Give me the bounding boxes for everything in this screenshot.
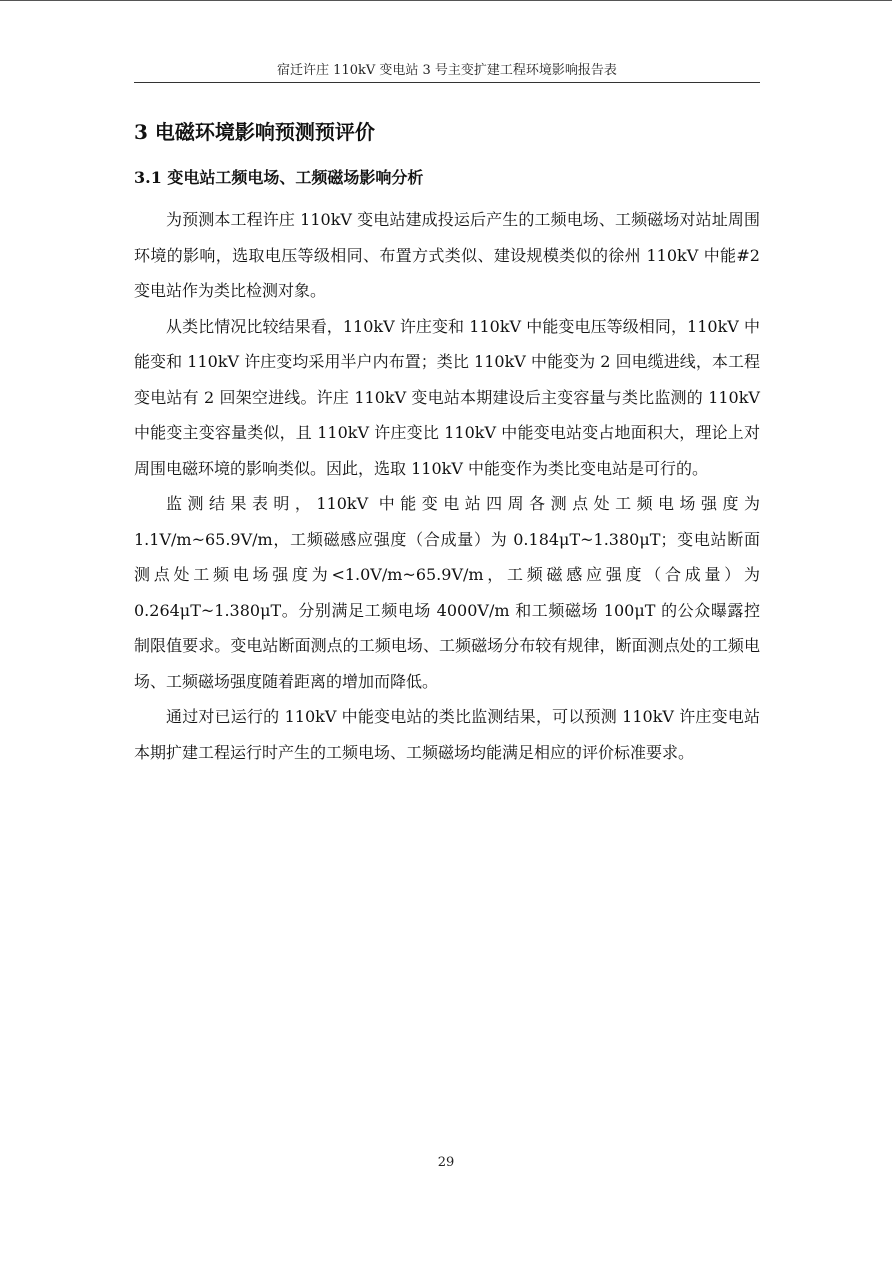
body-text — [134, 202, 760, 770]
paragraph-conclusion: 通过对已运行的 110kV 中能变电站的类比监测结果，可以预测 110kV 许庄变电站本期扩建工程运行时产生的工频电场、工频磁场均能满足相应的评价标准要求。 — [134, 707, 760, 762]
page-top-border — [0, 0, 892, 1]
section-title: 3 电磁环境影响预测预评价 — [134, 120, 375, 144]
paragraph-analogy-selection: 为预测本工程许庄 110kV 变电站建成投运后产生的工频电场、工频磁场对站址周围环境的影响，选取电压等级相同、布置方式类似、建设规模类似的徐州 110kV 中能#2 变电站作为类比检测对象。 — [134, 210, 760, 300]
paragraph-comparison-results: 从类比情况比较结果看，110kV 许庄变和 110kV 中能变电压等级相同，110kV 中能变和 110kV 许庄变均采用半户内布置；类比 110kV 中能变为 2 回电缆进线，本工程变电站有 2 回架空进线。许庄 110kV 变电站本期建设后主变容量与类比监测的 110kV 中能变主变容量类似，且 110kV 许庄变比 110kV 中能变电站变占地面积大，理论上对周围电磁环境的影响类似。因此，选取 110kV 中能变作为类比变电站是可行的。 — [134, 316, 760, 478]
paragraph-monitoring-results: 监测结果表明，110kV 中能变电站四周各测点处工频电场强度为 1.1V/m~65.9V/m，工频磁感应强度（合成量）为 0.184μT~1.380μT；变电站断面测点处工频电场强度为<1.0V/m~65.9V/m，工频磁感应强度（合成量）为 0.264μT~1.380μT。分别满足工频电场 4000V/m 和工频磁场 100μT 的公众曝露控制限值要求。变电站断面测点的工频电场、工频磁场分布较有规律，断面测点处的工频电场、工频磁场强度随着距离的增加而降低。 — [134, 494, 760, 691]
running-header: 宿迁许庄 110kV 变电站 3 号主变扩建工程环境影响报告表 — [277, 63, 617, 78]
page-number: 29 — [437, 1155, 455, 1170]
subsection-title: 3.1 变电站工频电场、工频磁场影响分析 — [134, 168, 424, 187]
header-rule — [134, 82, 760, 83]
